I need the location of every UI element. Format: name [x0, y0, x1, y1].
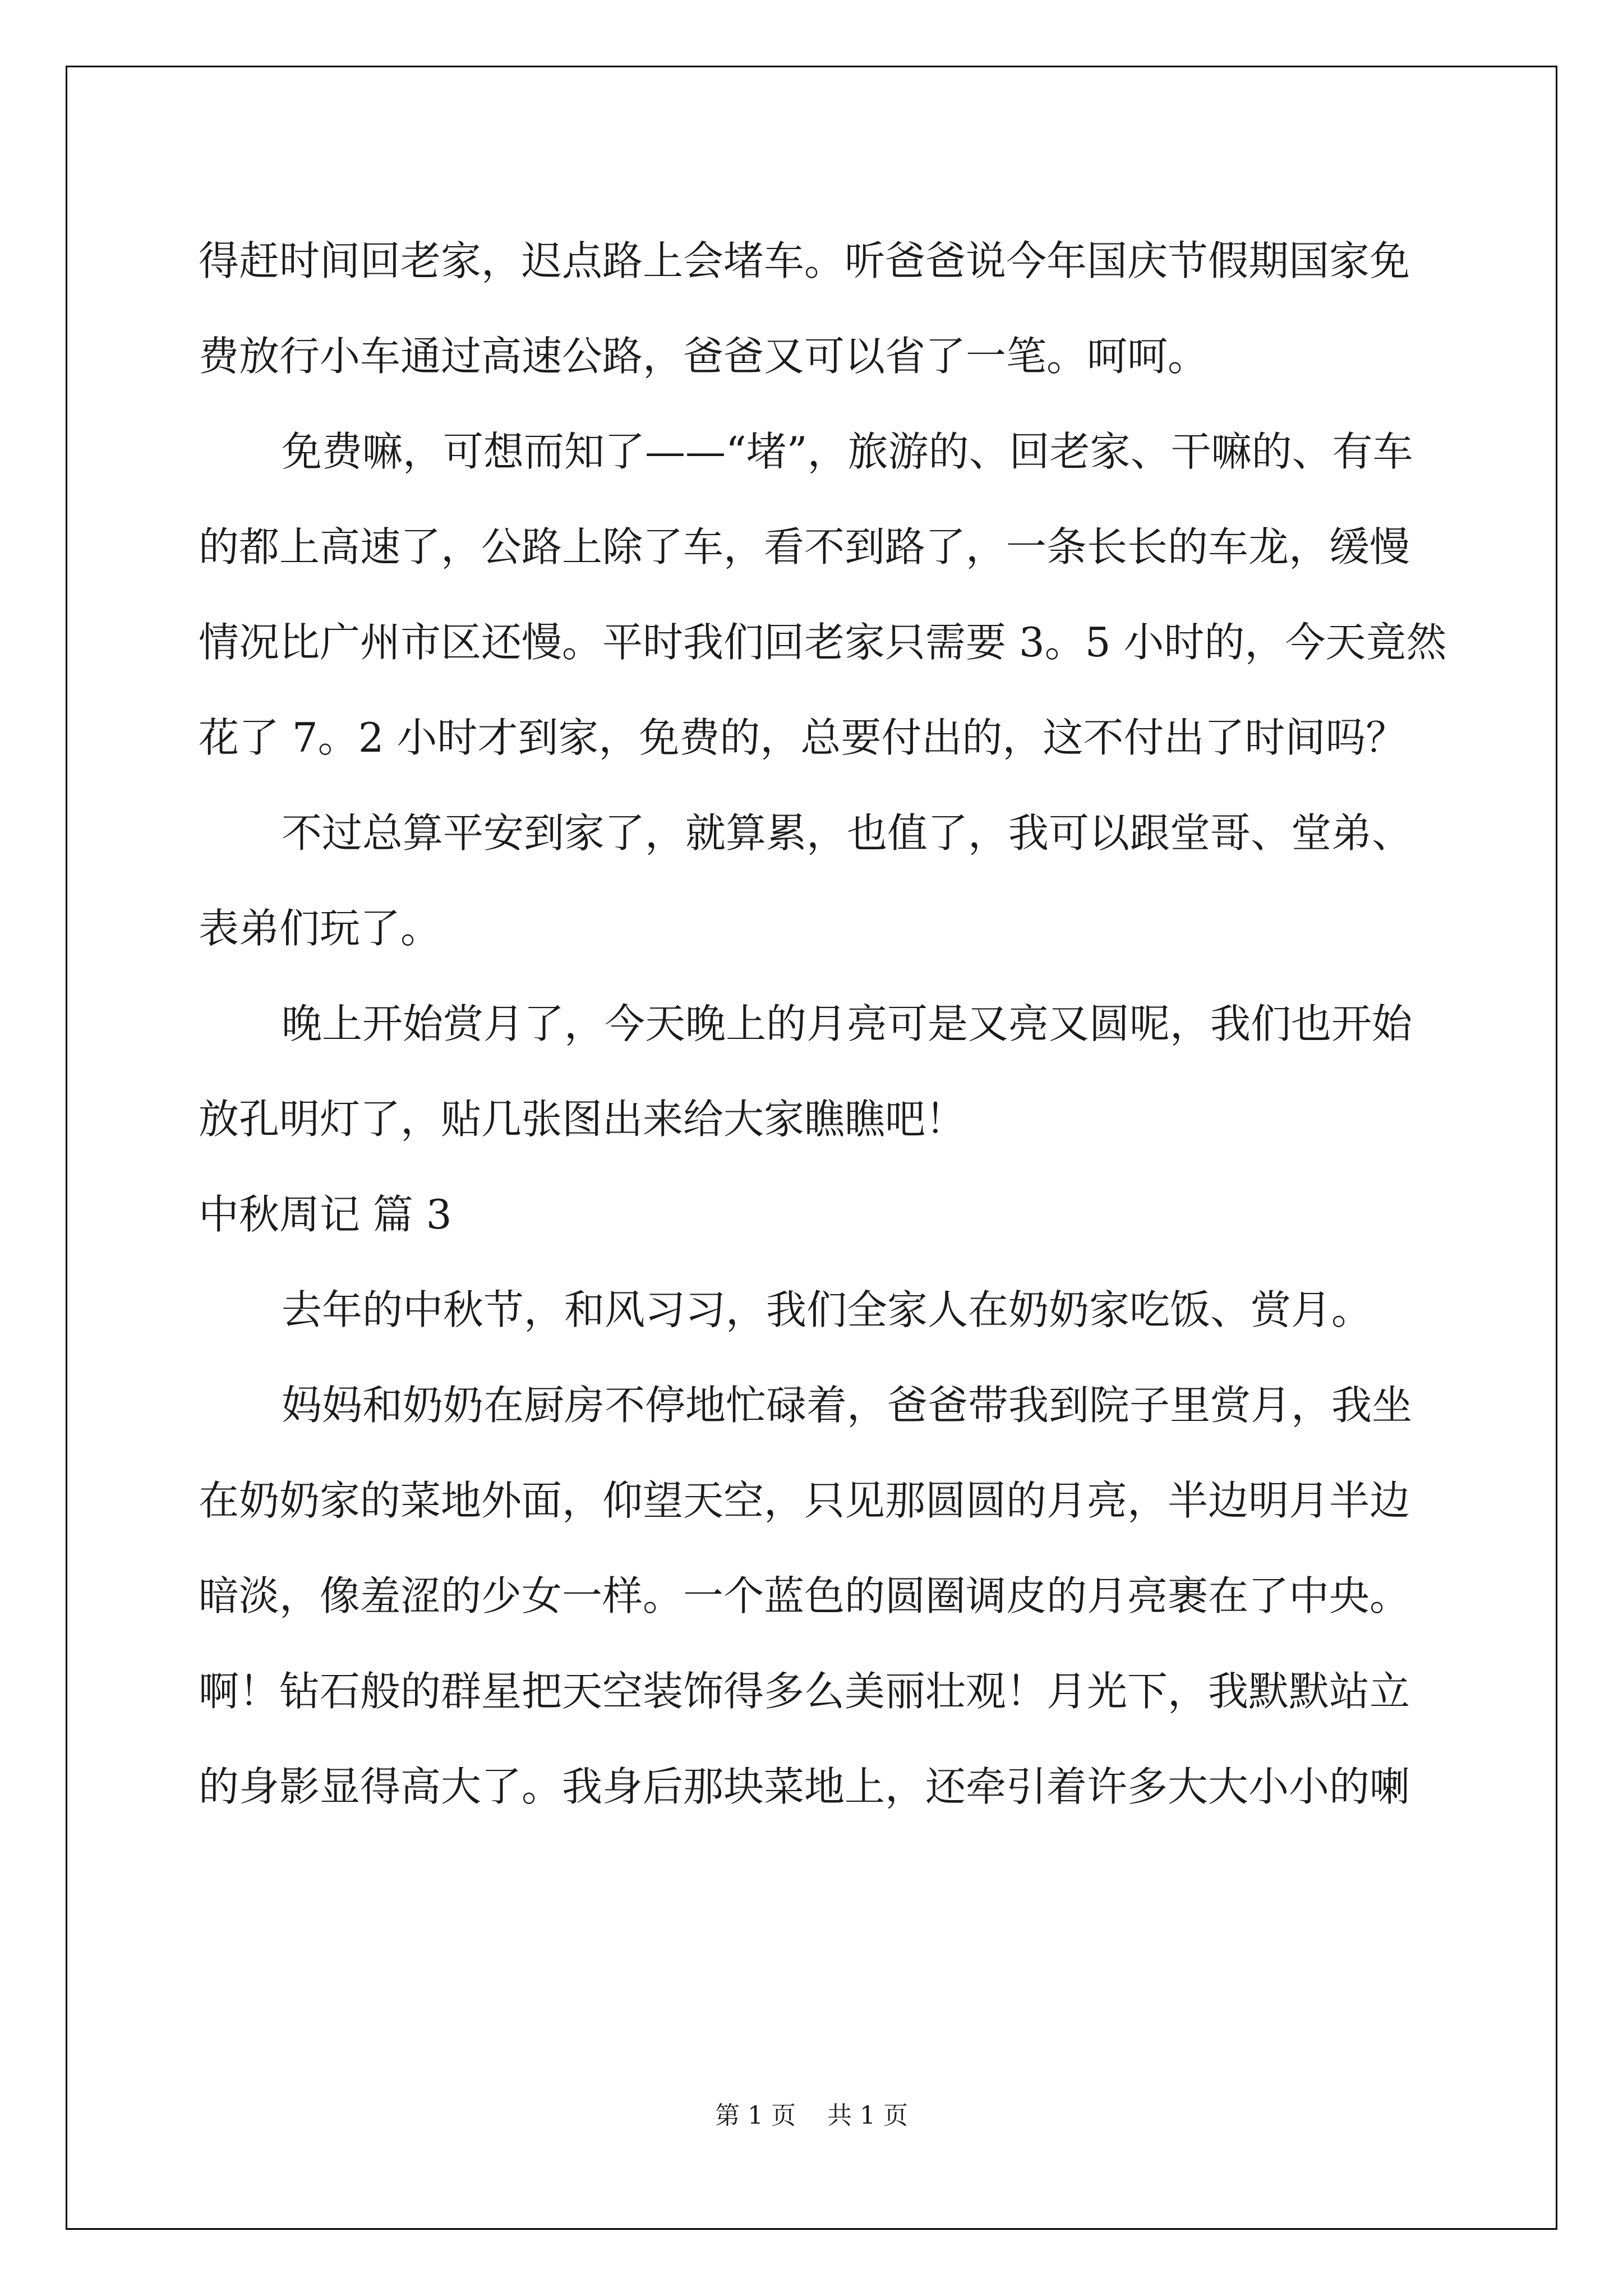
paragraph-line: 的身影显得高大了。我身后那块菜地上，还牵引着许多大大小小的喇 — [199, 1763, 1410, 1810]
paragraph-line: 放孔明灯了，贴几张图出来给大家瞧瞧吧！ — [199, 1096, 966, 1143]
paragraph-6 — [199, 1358, 1449, 1834]
paragraph-line: 去年的中秋节，和风习习，我们全家人在奶奶家吃饭、赏月。 — [282, 1286, 1372, 1333]
page-number: 第 1 页 — [715, 2101, 796, 2130]
paragraph-1 — [199, 213, 1449, 404]
paragraph-line: 不过总算平安到家了，就算累，也值了，我可以跟堂哥、堂弟、 — [282, 809, 1413, 857]
section-heading — [199, 1167, 1449, 1262]
paragraph-line: 暗淡，像羞涩的少女一样。一个蓝色的圆圈调皮的月亮裹在了中央。 — [199, 1572, 1410, 1619]
page-total: 共 1 页 — [827, 2101, 908, 2130]
paragraph-line: 花了 7。2 小时才到家，免费的，总要付出的，这不付出了时间吗？ — [199, 714, 1407, 761]
document-body — [199, 213, 1449, 1834]
paragraph-line: 的都上高速了，公路上除了车，看不到路了，一条长长的车龙，缓慢 — [199, 523, 1410, 570]
heading-text: 中秋周记 篇 3 — [199, 1191, 452, 1238]
paragraph-line: 得赶时间回老家，迟点路上会堵车。听爸爸说今年国庆节假期国家免 — [199, 237, 1410, 284]
paragraph-5 — [199, 1262, 1449, 1358]
paragraph-line: 费放行小车通过高速公路，爸爸又可以省了一笔。呵呵。 — [199, 333, 1209, 380]
paragraph-line: 啊！钻石般的群星把天空装饰得多么美丽壮观！月光下，我默默站立 — [199, 1668, 1410, 1715]
paragraph-4 — [199, 976, 1449, 1167]
paragraph-line: 情况比广州市区还慢。平时我们回老家只需要 3。5 小时的，今天竟然 — [199, 619, 1447, 666]
paragraph-3 — [199, 785, 1449, 976]
paragraph-line: 晚上开始赏月了，今天晚上的月亮可是又亮又圆呢，我们也开始 — [282, 1000, 1413, 1047]
paragraph-line: 免费嘛，可想而知了——“堵”，旅游的、回老家、干嘛的、有车 — [282, 428, 1413, 475]
paragraph-line: 在奶奶家的菜地外面，仰望天空，只见那圆圆的月亮，半边明月半边 — [199, 1477, 1410, 1524]
page-footer — [0, 2099, 1623, 2133]
paragraph-2 — [199, 404, 1449, 785]
paragraph-line: 妈妈和奶奶在厨房不停地忙碌着，爸爸带我到院子里赏月，我坐 — [282, 1382, 1413, 1429]
paragraph-line: 表弟们玩了。 — [199, 905, 441, 952]
